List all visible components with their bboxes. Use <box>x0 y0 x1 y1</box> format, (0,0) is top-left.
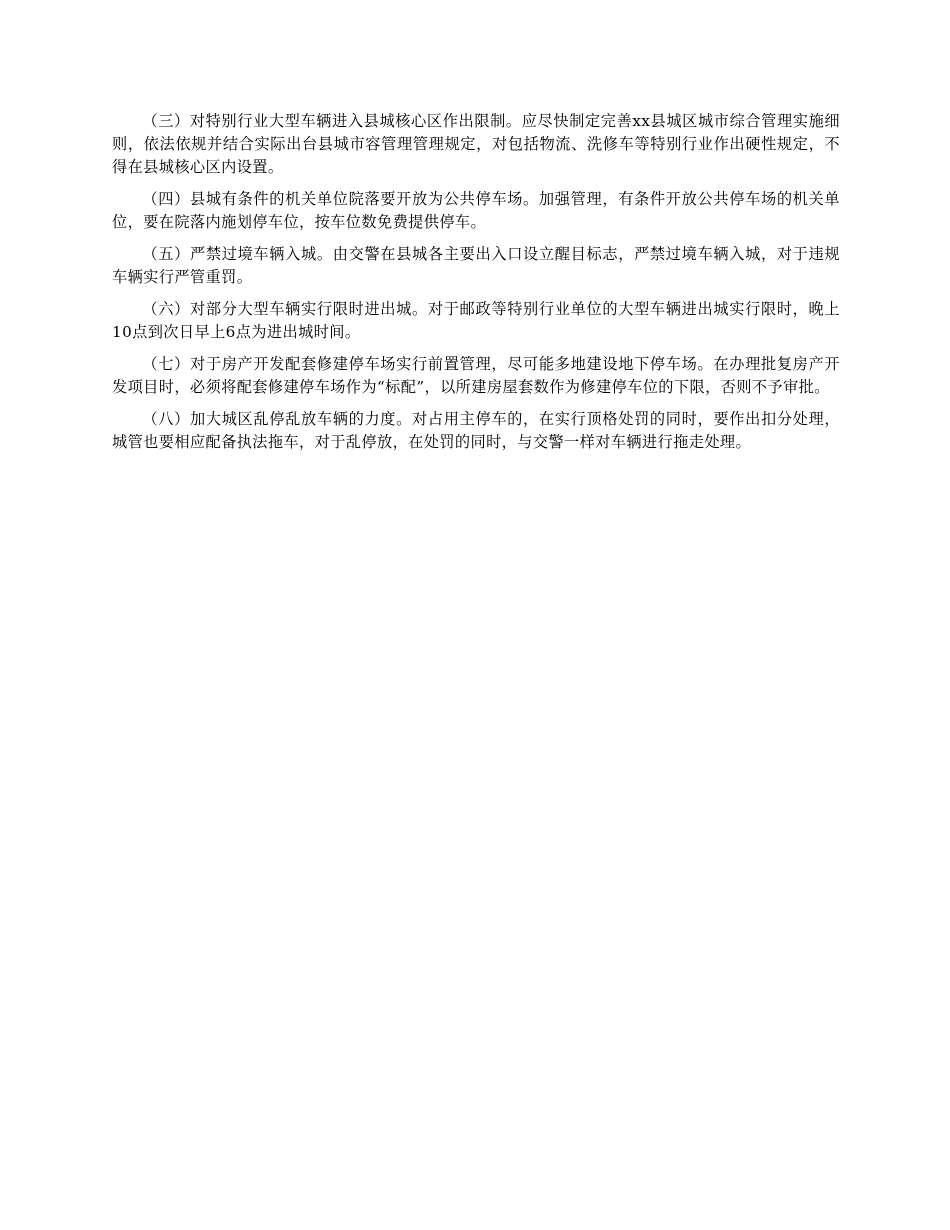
paragraph-8-illegal-parking: （八）加大城区乱停乱放车辆的力度。对占用主停车的，在实行顶格处罚的同时，要作出扣分处理，城管也要相应配备执法拖车，对于乱停放，在处罚的同时，与交警一样对车辆进行拖走处理。 <box>112 410 840 451</box>
paragraph-3-restrict-large-vehicles: （三）对特别行业大型车辆进入县城核心区作出限制。应尽快制定完善xx县城区城市综合管理实施细则，依法依规并结合实际出台县城市容管理管理规定，对包括物流、洗修车等特别行业作出硬性规定，不得在县城核心区内设置。 <box>112 112 840 176</box>
paragraph-5-ban-transit-vehicles: （五）严禁过境车辆入城。由交警在县城各主要出入口设立醒目标志，严禁过境车辆入城，对于违规车辆实行严管重罚。 <box>112 245 840 286</box>
document-body <box>112 110 840 463</box>
paragraph-7-real-estate-parking: （七）对于房产开发配套修建停车场实行前置管理，尽可能多地建设地下停车场。在办理批复房产开发项目时，必须将配套修建停车场作为“标配”，以所建房屋套数作为修建停车位的下限，否则不予审批。 <box>112 355 840 396</box>
paragraph-4-open-agency-parking: （四）县城有条件的机关单位院落要开放为公共停车场。加强管理，有条件开放公共停车场的机关单位，要在院落内施划停车位，按车位数免费提供停车。 <box>112 190 840 231</box>
paragraph-6-time-restriction: （六）对部分大型车辆实行限时进出城。对于邮政等特别行业单位的大型车辆进出城实行限时，晚上10点到次日早上6点为进出城时间。 <box>112 300 840 341</box>
